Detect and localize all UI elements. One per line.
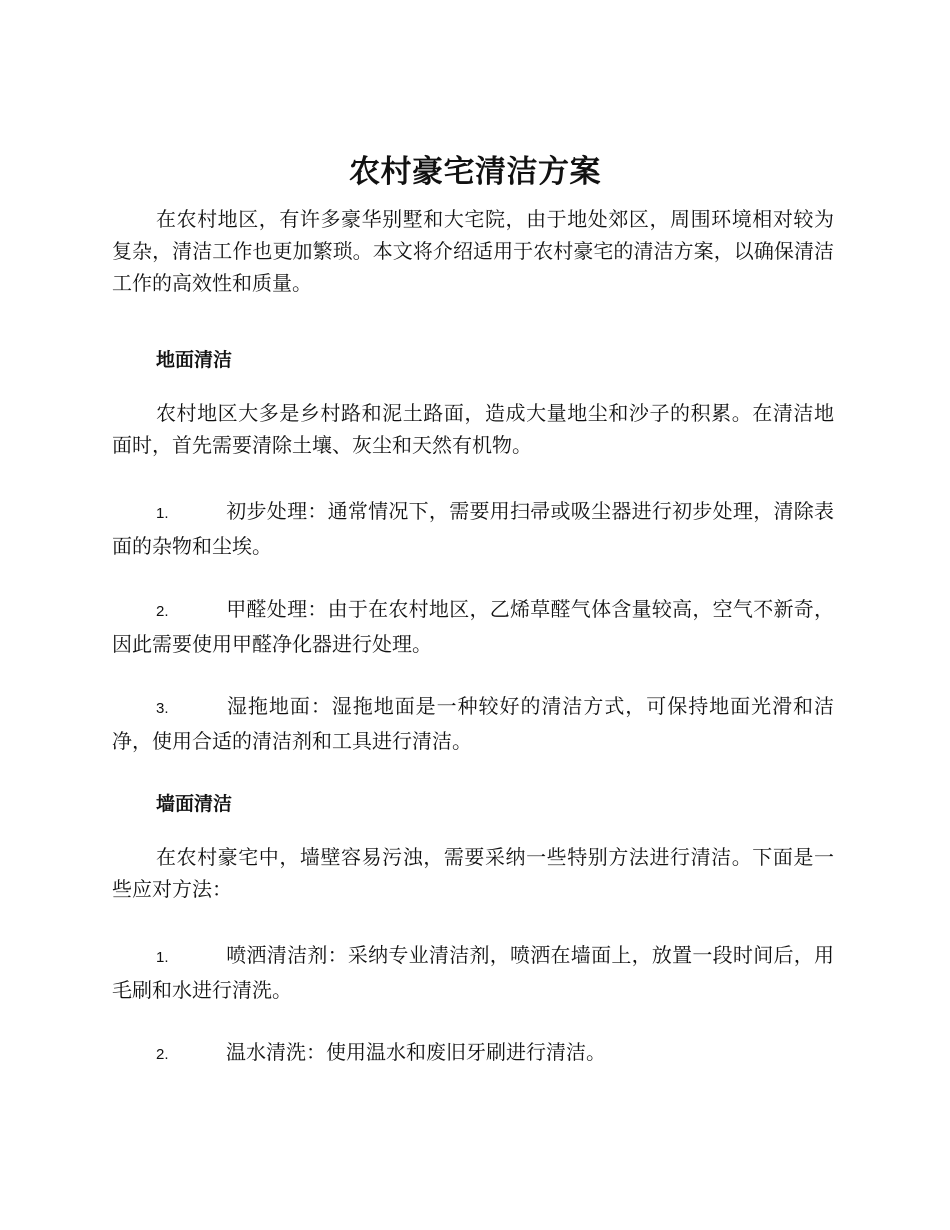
list-item-number: 3. bbox=[156, 700, 169, 717]
list-item bbox=[112, 1036, 834, 1071]
list-item bbox=[112, 593, 834, 660]
list-item bbox=[112, 495, 834, 562]
list-item-text: 甲醛处理：由于在农村地区，乙烯草醛气体含量较高，空气不新奇，因此需要使用甲醛净化器进行处理。 bbox=[112, 597, 834, 656]
list-item-number: 1. bbox=[156, 505, 169, 522]
list-item-text: 喷洒清洁剂：采纳专业清洁剂，喷洒在墙面上，放置一段时间后，用毛刷和水进行清洗。 bbox=[112, 943, 834, 1002]
wall-paragraph: 在农村豪宅中，墙壁容易污浊，需要采纳一些特别方法进行清洁。下面是一些应对方法： bbox=[112, 845, 834, 901]
floor-paragraph: 农村地区大多是乡村路和泥土路面，造成大量地尘和沙子的积累。在清洁地面时，首先需要清除土壤、灰尘和天然有机物。 bbox=[112, 401, 834, 457]
intro-paragraph: 在农村地区，有许多豪华别墅和大宅院，由于地处郊区，周围环境相对较为复杂，清洁工作也更加繁琐。本文将介绍适用于农村豪宅的清洁方案，以确保清洁工作的高效性和质量。 bbox=[112, 207, 834, 295]
page-title: 农村豪宅清洁方案 bbox=[349, 154, 601, 190]
section-heading-wall: 墙面清洁 bbox=[156, 793, 233, 815]
section-heading-floor: 地面清洁 bbox=[156, 349, 233, 371]
list-item-text: 温水清洗：使用温水和废旧牙刷进行清洁。 bbox=[226, 1040, 606, 1064]
list-item bbox=[112, 939, 834, 1006]
list-item bbox=[112, 690, 834, 757]
list-item-text: 湿拖地面：湿拖地面是一种较好的清洁方式，可保持地面光滑和洁净，使用合适的清洁剂和工具进行清洁。 bbox=[112, 694, 834, 753]
list-item-number: 1. bbox=[156, 949, 169, 966]
list-item-number: 2. bbox=[156, 1046, 169, 1063]
list-item-number: 2. bbox=[156, 603, 169, 620]
list-item-text: 初步处理：通常情况下，需要用扫帚或吸尘器进行初步处理，清除表面的杂物和尘埃。 bbox=[112, 499, 834, 558]
